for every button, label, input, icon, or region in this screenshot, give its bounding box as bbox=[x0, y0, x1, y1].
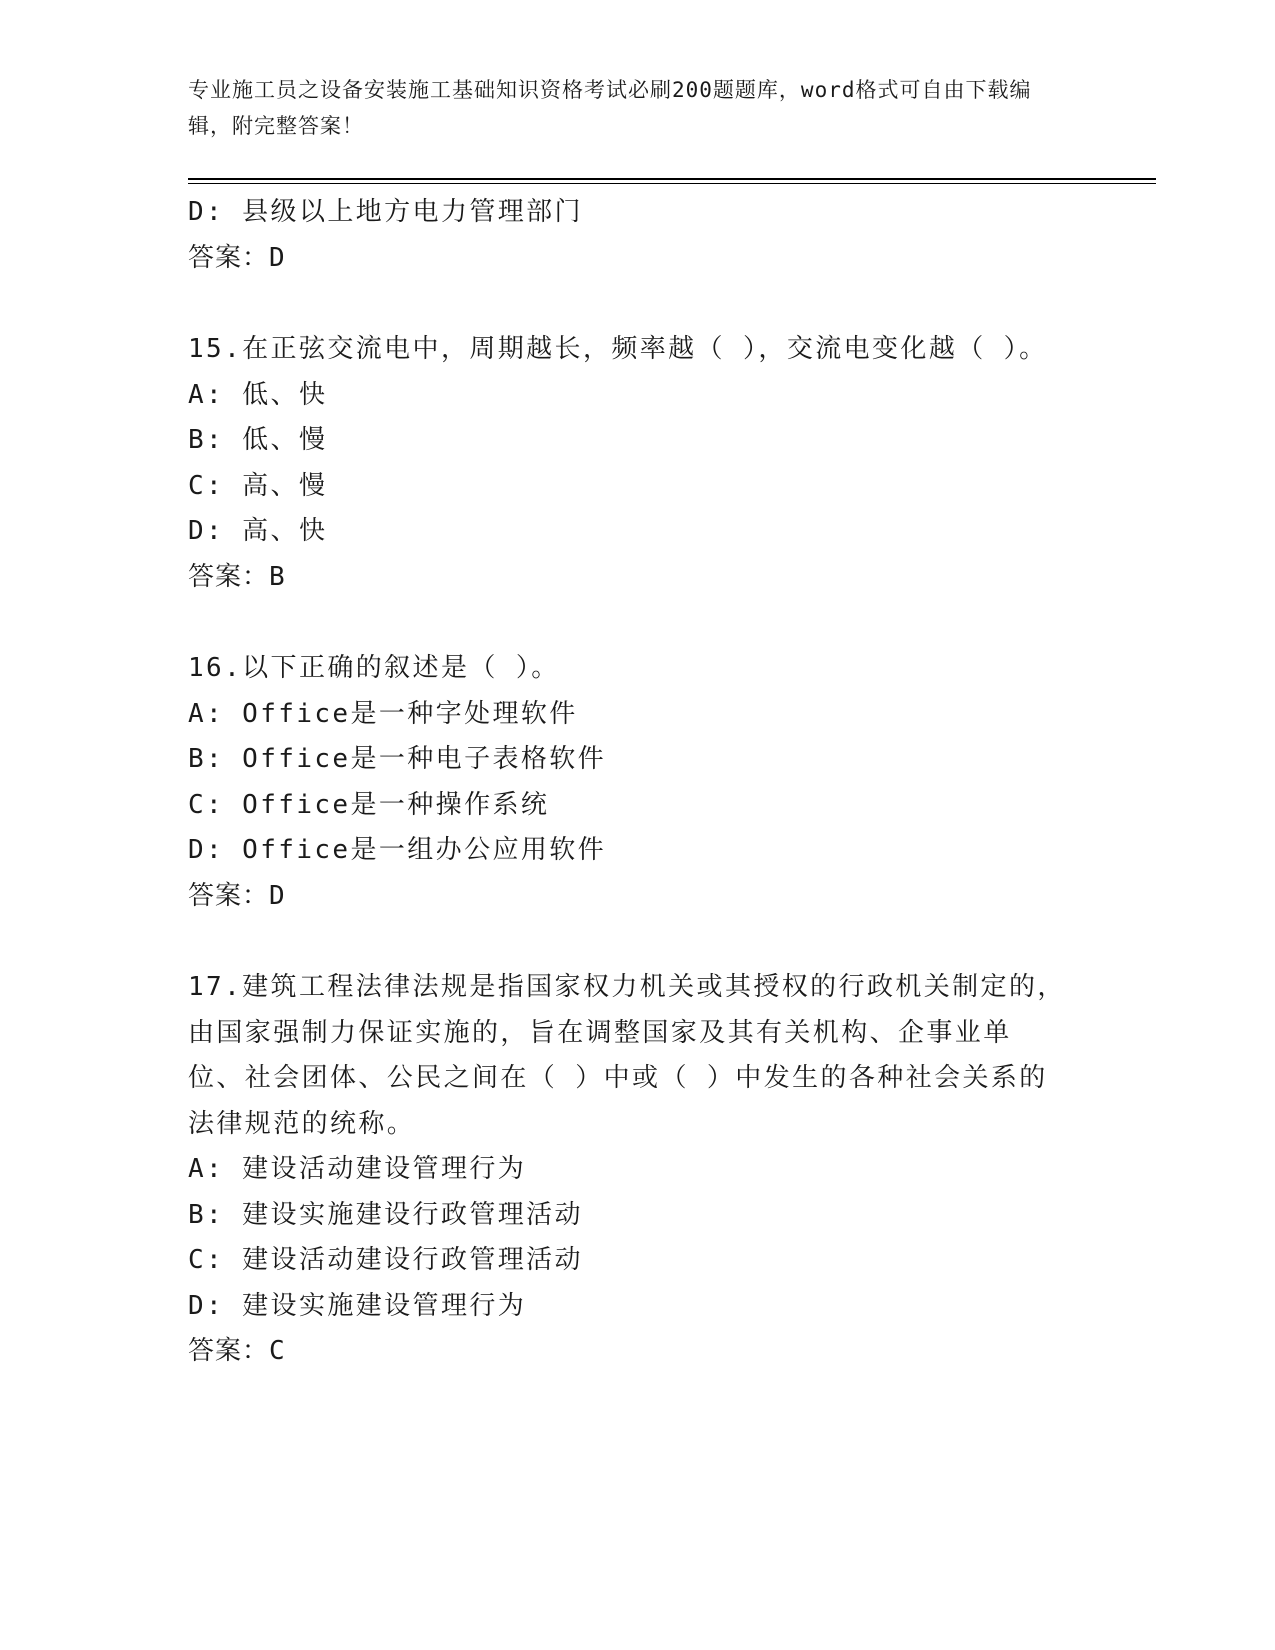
spacer bbox=[188, 281, 1088, 327]
question-17-option-d: D: 建设实施建设管理行为 bbox=[188, 1290, 527, 1321]
question-content bbox=[188, 190, 1088, 1375]
answer-value: D bbox=[269, 242, 286, 273]
header-rule-thick bbox=[188, 178, 1156, 180]
spacer bbox=[188, 919, 1088, 965]
question-16-option-c: C: Office是一种操作系统 bbox=[188, 789, 550, 820]
question-17-option-a: A: 建设活动建设管理行为 bbox=[188, 1154, 527, 1184]
question-17-answer bbox=[188, 1329, 1088, 1375]
answer-value: B bbox=[269, 561, 286, 592]
prev-answer bbox=[188, 236, 1088, 282]
question-15-answer bbox=[188, 555, 1088, 601]
answer-label: 答案： bbox=[188, 1336, 270, 1366]
answer-value: C bbox=[269, 1336, 286, 1366]
question-15-option-d: D: 高、快 bbox=[188, 516, 328, 546]
question-16-option-a: A: Office是一种字处理软件 bbox=[188, 698, 578, 729]
question-15-option-c: C: 高、慢 bbox=[188, 470, 328, 501]
question-17-stem: 17.建筑工程法律法规是指国家权力机关或其授权的行政机关制定的，由国家强制力保证实施的，旨在调整国家及其有关机构、企事业单位、社会团体、公民之间在（ ）中或（ ）中发生的各种社会关系的法律规范的统称。 bbox=[188, 972, 1066, 1139]
document-header: 专业施工员之设备安装施工基础知识资格考试必刷200题题库，word格式可自由下载编辑，附完整答案！ bbox=[188, 78, 1032, 138]
answer-label: 答案： bbox=[188, 880, 270, 911]
question-15-option-b: B: 低、慢 bbox=[188, 425, 328, 455]
question-17-option-b: B: 建设实施建设行政管理活动 bbox=[188, 1199, 583, 1230]
question-17-option-c: C: 建设活动建设行政管理活动 bbox=[188, 1245, 583, 1275]
question-16-option-d: D: Office是一组办公应用软件 bbox=[188, 835, 607, 865]
answer-label: 答案： bbox=[188, 242, 270, 273]
answer-value: D bbox=[269, 880, 286, 911]
answer-label: 答案： bbox=[188, 561, 270, 592]
header-rule-thin bbox=[188, 183, 1156, 184]
question-15-stem: 15.在正弦交流电中，周期越长，频率越（ ），交流电变化越（ ）。 bbox=[188, 334, 1048, 364]
spacer bbox=[188, 600, 1088, 646]
question-16-stem: 16.以下正确的叙述是（ ）。 bbox=[188, 653, 560, 683]
question-16-answer bbox=[188, 874, 1088, 920]
question-16-option-b: B: Office是一种电子表格软件 bbox=[188, 744, 607, 774]
prev-option-d: D: 县级以上地方电力管理部门 bbox=[188, 197, 583, 227]
question-15-option-a: A: 低、快 bbox=[188, 379, 328, 410]
